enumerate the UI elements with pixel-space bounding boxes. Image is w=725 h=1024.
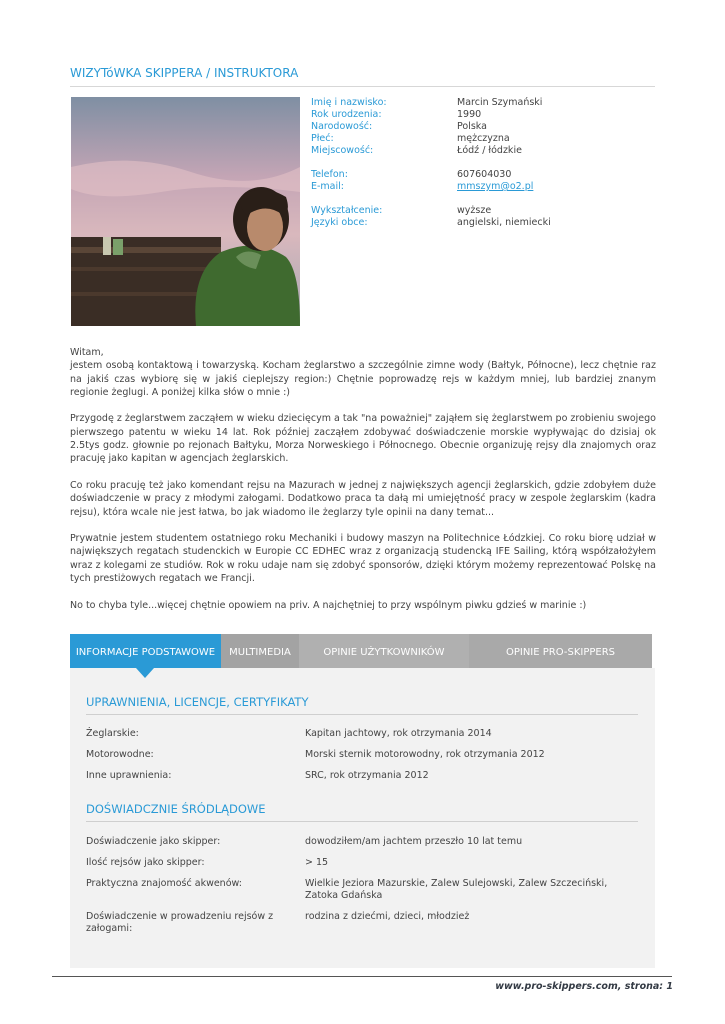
- field-label: Płeć:: [311, 133, 334, 144]
- field-birth-year: [311, 109, 656, 121]
- info-panel: [70, 668, 655, 968]
- experience-row: [86, 911, 638, 935]
- field-value: Polska: [457, 121, 487, 132]
- title-divider: [70, 86, 655, 87]
- row-value: dowodziłem/am jachtem przeszło 10 lat temu: [305, 836, 523, 847]
- row-label: Motorowodne:: [86, 749, 154, 760]
- intro-paragraph: Co roku pracuję też jako komendant rejsu na Mazurach w jednej z największych agencji żeglarskich, gdzie zdobyłem duże doświadczenie w pracy z młodymi załogami. Dodatkowo praca ta dałą mi umiejętność pracy w zespole żeglarskim (kadra rejsu), która wcale nie jest łatwa, bo jak wiadomo ile żeglarzy tyle opinii na dany temat...: [70, 479, 656, 518]
- field-email: [311, 181, 656, 193]
- intro-paragraph: Witam, jestem osobą kontaktową i towarzyską. Kocham żeglarstwo a szczególnie zimne wody (Bałtyk, Północne), lecz chętnie raz na jakiś czas wybiorę się w jakiś cieplejszy region:) Chętnie poprowadzę rejs w każdym mniej, lub bardziej znanym regionie żeglugi. A poniżej kilka słów o mnie :): [70, 347, 656, 398]
- section-divider: [86, 714, 638, 715]
- intro-paragraph: Przygodę z żeglarstwem zacząłem w wieku dziecięcym a tak "na poważniej" zająłem się żeglarstwem po zrobieniu swojego pierwszego patentu w wieku 14 lat. Rok później zacząłem zdobywać doświadczenie morskie wypływając do dzisiaj ok 2.5tys godz. głownie po rejonach Bałtyku, Morza Norweskiego i Północnego. Obecnie organizuję rejsy dla znajomych oraz pracuję jako kapitan w agencjach żeglarskich.: [70, 413, 656, 465]
- field-label: Miejscowość:: [311, 145, 374, 156]
- tab-multimedia[interactable]: MULTIMEDIA: [221, 634, 299, 668]
- active-tab-arrow-icon: [136, 668, 154, 678]
- email-link[interactable]: mmszym@o2.pl: [457, 181, 534, 192]
- field-value: angielski, niemiecki: [457, 217, 551, 228]
- row-label: Żeglarskie:: [86, 728, 139, 739]
- tab-bar: [70, 634, 652, 668]
- intro-text: [70, 346, 656, 625]
- row-value: Wielkie Jeziora Mazurskie, Zalew Sulejowski, Zalew Szczeciński, Zatoka Gdańska: [305, 878, 608, 901]
- section-title-experience: DOŚWIADCZNIE ŚRÓDLĄDOWE: [86, 802, 266, 816]
- footer-text: www.pro-skippers.com, strona: 1: [495, 981, 673, 992]
- tab-pro-skippers-reviews[interactable]: OPINIE PRO-SKIPPERS: [469, 634, 652, 668]
- field-value: mężczyzna: [457, 133, 510, 144]
- field-label: E-mail:: [311, 181, 344, 192]
- field-label: Imię i nazwisko:: [311, 97, 387, 108]
- intro-paragraph: Prywatnie jestem studentem ostatniego roku Mechaniki i budowy maszyn na Politechnice Łódzkiej. Co roku biorę udział w największych regatach studenckich w Europie CC EDHEC wraz z organizacją studencką IFE Sailing, którą współzałożyłem wraz z kolegami ze studiów. Rok w roku udaje nam się zdobyć sponsorów, dzięki którym możemy reprezentować Polskę na tych prestiżowych regatach we Francji.: [70, 533, 656, 585]
- tab-basic-info[interactable]: INFORMACJE PODSTAWOWE: [70, 634, 221, 668]
- footer-divider: [52, 976, 672, 977]
- experience-row: [86, 857, 638, 869]
- row-value: rodzina z dziećmi, dzieci, młodzież: [305, 911, 470, 922]
- field-value: Marcin Szymański: [457, 97, 543, 108]
- row-value: SRC, rok otrzymania 2012: [305, 770, 429, 781]
- row-label: Doświadczenie w prowadzeniu rejsów z załogami:: [86, 911, 274, 934]
- intro-paragraph: No to chyba tyle...więcej chętnie opowiem na priv. A najchętniej to przy wspólnym piwku gdzieś w marinie :): [70, 599, 587, 611]
- tab-user-reviews[interactable]: OPINIE UŻYTKOWNIKÓW: [299, 634, 469, 668]
- license-row: [86, 749, 638, 761]
- license-row: [86, 770, 638, 782]
- page-title: WIZYTóWKA SKIPPERA / INSTRUKTORA: [70, 66, 299, 80]
- field-label: Rok urodzenia:: [311, 109, 382, 120]
- row-label: Praktyczna znajomość akwenów:: [86, 878, 242, 889]
- field-value: 607604030: [457, 169, 512, 180]
- row-label: Inne uprawnienia:: [86, 770, 172, 781]
- field-label: Języki obce:: [311, 217, 368, 228]
- section-divider: [86, 821, 638, 822]
- field-languages: [311, 217, 656, 229]
- field-label: Telefon:: [311, 169, 348, 180]
- field-education: [311, 205, 656, 217]
- field-city: [311, 145, 656, 157]
- row-value: > 15: [305, 857, 329, 868]
- row-label: Ilość rejsów jako skipper:: [86, 857, 205, 868]
- row-label: Doświadczenie jako skipper:: [86, 836, 221, 847]
- field-value: wyższe: [457, 205, 492, 216]
- license-row: [86, 728, 638, 740]
- field-value: 1990: [457, 109, 482, 120]
- row-value: Morski sternik motorowodny, rok otrzymania 2012: [305, 749, 545, 760]
- row-value: Kapitan jachtowy, rok otrzymania 2014: [305, 728, 492, 739]
- field-value: Łódź / łódzkie: [457, 145, 522, 156]
- field-nationality: [311, 121, 656, 133]
- field-phone: [311, 169, 656, 181]
- experience-row: [86, 878, 638, 902]
- experience-row: [86, 836, 638, 848]
- section-title-licenses: UPRAWNIENIA, LICENCJE, CERTYFIKATY: [86, 695, 309, 709]
- skipper-photo: [71, 97, 300, 326]
- field-label: Wykształcenie:: [311, 205, 383, 216]
- profile-info: [311, 97, 656, 229]
- field-gender: [311, 133, 656, 145]
- field-name: [311, 97, 656, 109]
- field-label: Narodowość:: [311, 121, 373, 132]
